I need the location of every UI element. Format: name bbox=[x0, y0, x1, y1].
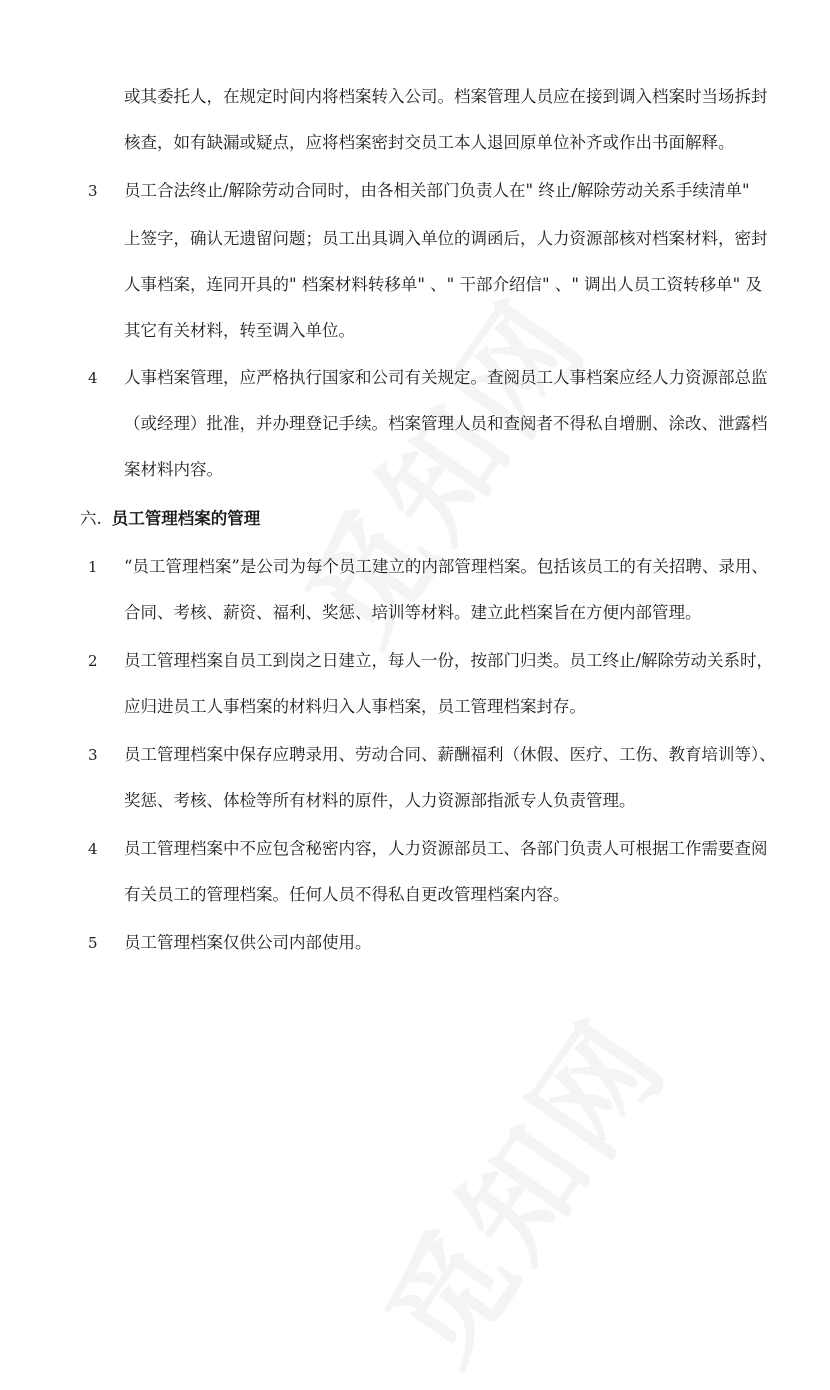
item-text-line: （或经理）批准，并办理登记手续。档案管理人员和查阅者不得私自增删、涂改、泄露档 bbox=[124, 414, 768, 433]
item-text-line: 上签字，确认无遗留问题；员工出具调入单位的调函后，人力资源部核对档案材料，密封 bbox=[124, 229, 768, 248]
item-text-line: 有关员工的管理档案。任何人员不得私自更改管理档案内容。 bbox=[124, 885, 570, 904]
item-text-line: 员工管理档案仅供公司内部使用。 bbox=[124, 933, 372, 952]
item-text-line: 奖惩、考核、体检等所有材料的原件，人力资源部指派专人负责管理。 bbox=[124, 791, 636, 810]
continuation-line-2: 核查，如有缺漏或疑点，应将档案密封交员工本人退回原单位补齐或作出书面解释。 bbox=[124, 133, 735, 152]
item-number: 3 bbox=[88, 182, 98, 200]
item-text-line: 员工管理档案中不应包含秘密内容，人力资源部员工、各部门负责人可根据工作需要查阅 bbox=[124, 839, 768, 858]
item-text-line: 员工管理档案中保存应聘录用、劳动合同、薪酬福利（休假、医疗、工伤、教育培训等）、 bbox=[124, 745, 776, 764]
item-number: 2 bbox=[88, 652, 98, 670]
item-text-line: 合同、考核、薪资、福利、奖惩、培训等材料。建立此档案旨在方便内部管理。 bbox=[124, 603, 702, 622]
item-text-line: 员工管理档案自员工到岗之日建立，每人一份，按部门归类。员工终止/解除劳动关系时， bbox=[124, 651, 774, 670]
item-number: 1 bbox=[88, 558, 98, 576]
item-text-line: 案材料内容。 bbox=[124, 460, 223, 479]
section-title: 员工管理档案的管理 bbox=[111, 509, 261, 528]
item-text-line: 人事档案，连同开具的" 档案材料转移单" 、" 干部介绍信" 、" 调出人员工资转移单" 及 bbox=[124, 275, 763, 294]
item-text-line: 其它有关材料，转至调入单位。 bbox=[124, 321, 355, 340]
section-heading bbox=[80, 508, 260, 530]
section-number: 六. bbox=[80, 509, 102, 528]
item-text-line: “员工管理档案”是公司为每个员工建立的内部管理档案。包括该员工的有关招聘、录用、 bbox=[124, 557, 768, 576]
item-number: 5 bbox=[88, 934, 98, 952]
item-number: 4 bbox=[88, 840, 98, 858]
item-number: 4 bbox=[88, 369, 98, 387]
continuation-line-1: 或其委托人，在规定时间内将档案转入公司。档案管理人员应在接到调入档案时当场拆封 bbox=[124, 87, 768, 106]
item-number: 3 bbox=[88, 746, 98, 764]
item-text-line: 人事档案管理，应严格执行国家和公司有关规定。查阅员工人事档案应经人力资源部总监 bbox=[124, 368, 768, 387]
item-text-line: 员工合法终止/解除劳动合同时，由各相关部门负责人在" 终止/解除劳动关系手续清单" bbox=[124, 181, 750, 200]
item-text-line: 应归进员工人事档案的材料归入人事档案，员工管理档案封存。 bbox=[124, 697, 586, 716]
watermark-bottom bbox=[340, 982, 698, 1390]
